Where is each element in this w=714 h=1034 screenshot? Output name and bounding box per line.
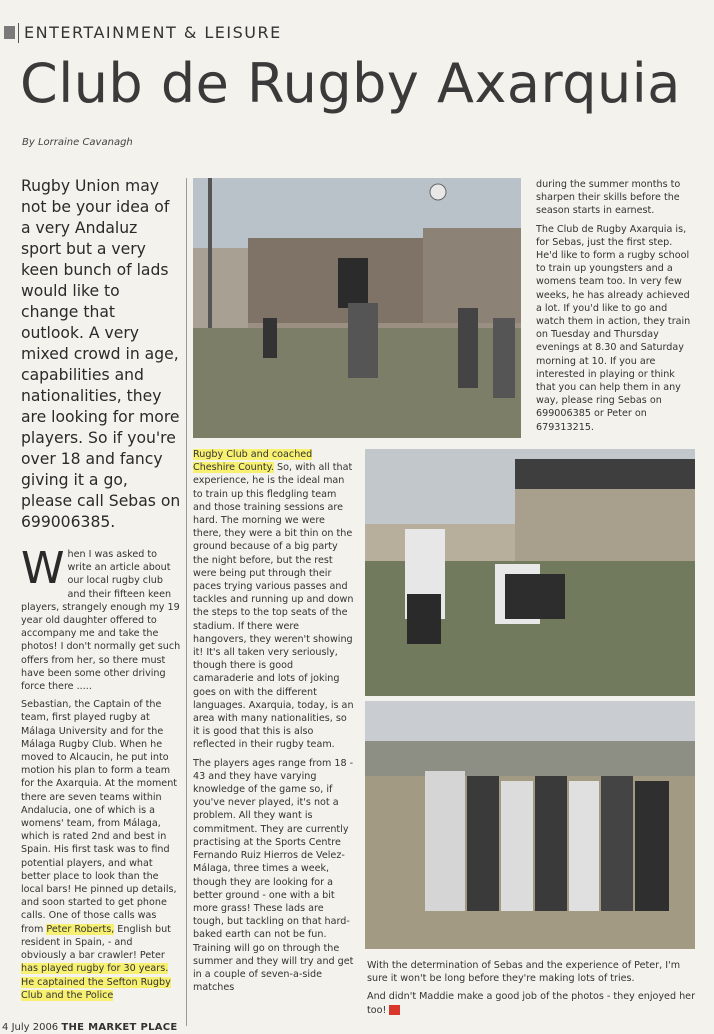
highlighted-text: has played rugby for 30 years. He captained the Sefton Rugby Club and the Police xyxy=(21,963,171,1001)
page-number: 4 xyxy=(2,1022,9,1033)
highlighted-text: Peter Roberts, xyxy=(46,923,115,935)
paragraph: during the summer months to sharpen their skills before the season starts in earnest. xyxy=(536,179,681,217)
paragraph: With the determination of Sebas and the experience of Peter, I'm sure it won't be long before they're making lots of tries. xyxy=(367,960,681,985)
article-intro: Rugby Union may not be your idea of a very Andaluz sport but a very keen bunch of lads would like to change that outlook. A very mixed crowd in age, capabilities and nationalities, they are looking for more players. So if you're over 18 and fancy giving it a go, please call Sebas on 699006385. xyxy=(21,177,181,531)
paragraph-text: And didn't Maddie make a good job of the photos - they enjoyed her too! xyxy=(367,991,696,1016)
article-byline: By Lorraine Cavanagh xyxy=(22,137,133,148)
photo-tackle-practice xyxy=(365,449,695,696)
section-label: ENTERTAINMENT & LEISURE xyxy=(24,23,282,42)
paragraph: The Club de Rugby Axarquia is, for Sebas, just the first step. He'd like to form a rugby school to train up youngsters and a womens team too. In very few weeks, he has already achieved a lot. If you'd like to go and watch them in action, they train on Tuesday and Thursday evenings at 8.30 and Saturday morning at 10. If you are interested in playing or think that you can help them in any way, please ring Sebas on 699006385 or Peter on 679313215. xyxy=(536,223,691,433)
section-marker xyxy=(4,26,15,39)
body-column-3 xyxy=(536,178,691,439)
paragraph-text: hen I was asked to write an article about our local rugby club and their fifteen keen players, strangely enough my 19 year old daughter offered to accompany me and take the photos! I don't normally get such offers from her, so there must have been some other driving force there ..... xyxy=(21,549,181,693)
highlighted-text: Rugby Club and coached Cheshire County. xyxy=(193,449,313,474)
body-column-1 xyxy=(21,543,181,1007)
market-place-logo xyxy=(389,1005,400,1015)
paragraph: The players ages range from 18 - 43 and they have varying knowledge of the game so, if you've never played, it's not a problem. All they want is commitment. They are currently practising at the Sports Centre Fernando Ruiz Hierros de Velez-Málaga, three times a week, though they are looking for a better ground - one with a bit more grass! These lads are tough, but tackling on that hard-baked earth can not be fun. Training will go on through the summer and they will try and get in a couple of seven-a-side matches xyxy=(193,757,354,994)
photo-caption xyxy=(367,959,697,1022)
column-divider xyxy=(186,178,187,1026)
page-footer xyxy=(2,1022,178,1033)
photo-lineout-jump xyxy=(193,178,521,438)
paragraph xyxy=(367,990,697,1016)
paragraph xyxy=(193,448,355,752)
paragraph xyxy=(21,698,181,1002)
paragraph xyxy=(21,543,181,693)
paragraph-text: So, with all that experience, he is the ideal man to train up this fledgling team and those training sessions are hard. The morning we were there, they were a bit thin on the ground because of a big party the night before, but the rest were being put through their paces trying various passes and tackles and running up and down the steps to the top seats of the stadium. If there were hangovers, they weren't showing it! It's all taken very seriously, though there is good camaraderie and lots of joking goes on with the different languages. Axarquia, today, is an area with many nationalities, so it is good that this is also reflected in their rugby team. xyxy=(193,462,354,751)
section-divider xyxy=(18,23,19,43)
drop-cap: W xyxy=(21,543,65,594)
body-column-2 xyxy=(193,448,355,999)
paragraph-text: English but resident in Spain, - and obviously a bar crawler! Peter xyxy=(21,923,171,962)
article-title: Club de Rugby Axarquia xyxy=(20,52,681,115)
footer-date: July 2006 xyxy=(11,1022,59,1033)
photo-team-group xyxy=(365,701,695,949)
paragraph-text: Sebastian, the Captain of the team, first played rugby at Málaga University and for the Málaga Rugby Club. When he moved to Alcaucin, he put into motion his plan to form a team for the Axarquia. At the moment there are seven teams within Andalucia, one of which is a womens' team, from Málaga, which is rated 2nd and best in Spain. His first task was to find potential players, and what better place to look than the local bars! He pinned up details, and soon started to get phone calls. One of those calls was from xyxy=(21,699,178,935)
publication-name: THE MARKET PLACE xyxy=(61,1022,178,1033)
